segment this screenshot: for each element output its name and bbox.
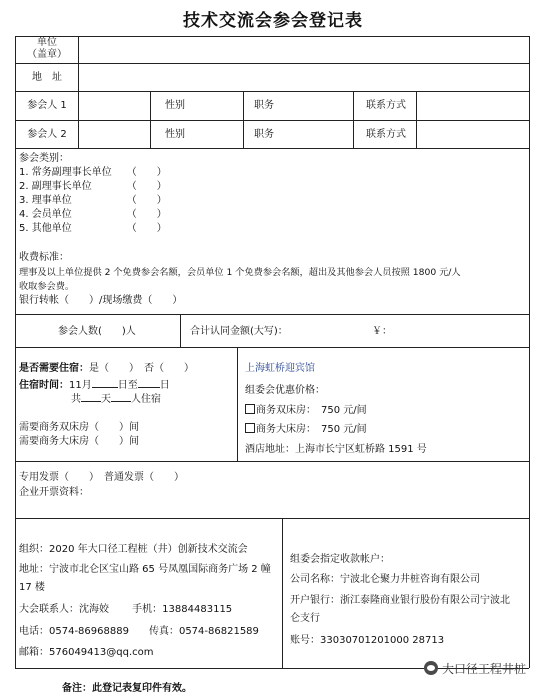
lodging-days-field[interactable] [81,391,101,402]
lodging-month: 11月 [69,380,92,391]
fee-heading: 收费标准： [19,252,69,263]
attendee-label: 参会人 2 [27,129,67,140]
watermark-text: 大口径工程井桩 [442,661,527,676]
lodging-time[interactable] [19,377,170,392]
category-option[interactable]: 5. 其他单位 （ ） [19,223,167,234]
account-heading: 组委会指定收款帐户： [290,554,390,565]
total-amount-currency[interactable]: ￥： [372,326,392,337]
organizer-address: 17 楼 [19,582,45,593]
account-bank: 开户银行：浙江泰隆商业银行股份有限公司宁波北 [290,595,510,606]
hotel-name: 上海虹桥迎宾馆 [245,363,315,374]
lodging-people-field[interactable] [111,391,131,402]
attendee-label: 参会人 1 [27,100,67,111]
form-note: 备注：此登记表复印件有效。 [62,683,192,694]
invoice-info: 企业开票资料： [19,487,89,498]
lodging-day-to: 日 [159,380,170,391]
category-option[interactable]: 4. 会员单位 （ ） [19,209,167,220]
organizer-email: 邮箱：576049413@qq.com [19,647,154,658]
account-bank: 仑支行 [290,613,320,624]
gender-label: 性别 [165,100,185,111]
position-label: 职务 [254,129,274,140]
lodging-day-from: 日至 [117,380,138,391]
checkbox-icon[interactable] [245,423,255,433]
lodging-total[interactable] [71,391,161,406]
room-king-request[interactable]: 需要商务大床房（ ）间 [19,436,139,447]
gender-label: 性别 [165,129,185,140]
lodging-total-label: 共 [71,394,81,405]
unit-field[interactable] [80,44,526,58]
unit-label: 单位 （盖章） [27,37,67,60]
invoice-type[interactable]: 专用发票（ ） 普通发票（ ） [19,472,184,483]
lodging-need [19,362,194,375]
watermark [424,660,526,676]
address-field[interactable] [80,71,526,85]
organizer-contact: 大会联系人：沈海姣 手机：13884483115 [19,604,233,615]
organizer-org: 组织：2020 年大口径工程桩（井）创新技术交流会 [19,544,248,555]
organizer-address: 地址：宁波市北仑区宝山路 65 号凤凰国际商务广场 2 幢 [19,564,271,575]
fee-line: 理事及以上单位提供 2 个免费参会名额，会员单位 1 个免费参会名额，超出及其他参会人员按照 1800 元/人 [19,267,461,278]
lodging-day-from-field[interactable] [92,377,118,388]
lodging-day-to-field[interactable] [138,377,160,388]
account-number: 账号：33030701201000 28713 [290,635,445,646]
hotel-king-option[interactable] [245,423,367,436]
room-twin-request[interactable]: 需要商务双床房（ ）间 [19,422,139,433]
wechat-icon [424,661,438,675]
category-option[interactable]: 2. 副理事长单位 （ ） [19,181,167,192]
category-option[interactable]: 1. 常务副理事长单位 （ ） [19,167,167,178]
position-label: 职务 [254,100,274,111]
hotel-twin-label: 商务双床房： 750 元/间 [256,405,367,416]
form-title: 技术交流会参会登记表 [183,11,363,31]
payment-method[interactable]: 银行转帐（ ）/现场缴费（ ） [19,295,183,306]
lodging-time-label: 住宿时间： [19,380,69,391]
lodging-people-label: 人住宿 [131,394,161,405]
contact-label: 联系方式 [366,129,406,140]
lodging-days-label: 天 [101,394,111,405]
contact-label: 联系方式 [366,100,406,111]
category-option[interactable]: 3. 理事单位 （ ） [19,195,167,206]
hotel-address: 酒店地址：上海市长宁区虹桥路 1591 号 [245,444,427,455]
fee-line: 收取参会费。 [19,281,75,292]
account-company: 公司名称：宁波北仑聚力井桩咨询有限公司 [290,574,480,585]
address-label: 地 址 [32,72,62,83]
lodging-need-options[interactable]: 是（ ） 否（ ） [89,363,194,374]
hotel-price-heading: 组委会优惠价格： [245,385,325,396]
lodging-need-label: 是否需要住宿： [19,363,89,374]
organizer-phone: 电话：0574-86968889 传真：0574-86821589 [19,626,259,637]
total-amount-label: 合计认同金额(大写)： [190,326,288,337]
category-heading: 参会类别： [19,153,69,164]
hotel-king-label: 商务大床房： 750 元/间 [256,424,367,435]
hotel-twin-option[interactable] [245,404,367,417]
checkbox-icon[interactable] [245,404,255,414]
attendee-count[interactable]: 参会人数( )人 [58,326,136,337]
